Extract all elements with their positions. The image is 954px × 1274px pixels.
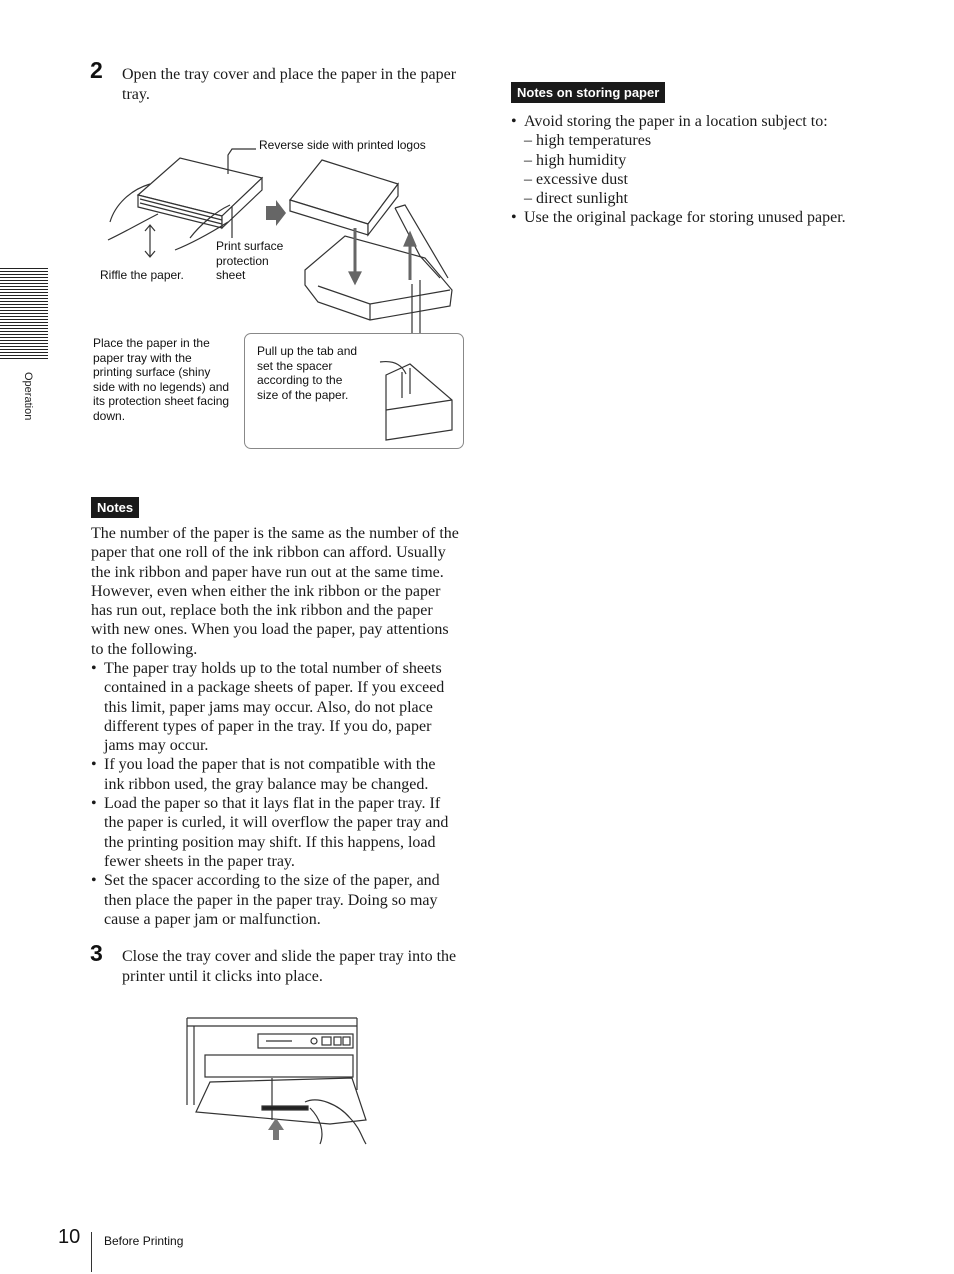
notes-bullet-line: • Load the paper so that it lays flat in the paper tray. If: [104, 795, 441, 813]
notes-bullet-line: • Set the spacer according to the size of the paper, and: [104, 872, 440, 890]
notes-bullet-line: the printing position may shift. If this happens, load: [104, 833, 436, 851]
step-3-line-1: Close the tray cover and slide the paper tray into the: [122, 948, 457, 965]
step-3-line-2: printer until it clicks into place.: [122, 967, 323, 985]
notes-bullet-line: cause a paper jam or malfunction.: [104, 910, 321, 928]
storing-bullet-list: [511, 112, 931, 228]
storing-bullet: [511, 112, 931, 208]
storing-bullet-text: • Use the original package for storing unused paper.: [524, 209, 846, 227]
label-reverse-side: Reverse side with printed logos: [259, 138, 426, 152]
notes-header: Notes: [91, 497, 139, 518]
label-print-surface-line: protection: [216, 253, 269, 268]
label-place-paper-line: printing surface (shiny: [93, 365, 211, 379]
notes-bullet-line: this limit, paper jams may occur. Also, do not place: [104, 698, 433, 716]
notes-bullet-line: • The paper tray holds up to the total number of sheets: [104, 660, 442, 677]
notes-bullet-line: then place the paper in the paper tray. Doing so may: [104, 891, 438, 909]
notes-bullet-line: contained in a package sheets of paper. If you exceed: [104, 679, 445, 697]
notes-bullet-line: ink ribbon used, the gray balance may be changed.: [104, 775, 429, 793]
label-place-paper-line: down.: [93, 408, 126, 423]
notes-intro-line: The number of the paper is the same as the number of the: [91, 525, 459, 542]
label-place-paper-line: side with no legends) and: [93, 379, 230, 394]
storing-sub-item: – high temperatures: [524, 132, 652, 150]
step-2-number: 2: [90, 57, 103, 83]
footer-section-title: Before Printing: [104, 1234, 184, 1248]
step-2-line-1: Open the tray cover and place the paper in the paper: [122, 66, 457, 83]
notes-intro-line: to the following.: [91, 640, 198, 658]
notes-bullet-line: fewer sheets in the paper tray.: [104, 852, 295, 870]
label-riffle: Riffle the paper.: [100, 268, 184, 282]
notes-bullet-line: different types of paper in the tray. If you do, paper: [104, 717, 432, 735]
label-pull-tab-line: size of the paper.: [257, 387, 349, 402]
page-number: 10: [58, 1226, 81, 1248]
notes-bullet-line: • If you load the paper that is not compatible with the: [104, 756, 436, 774]
notes-intro-line: However, even when either the ink ribbon or the paper: [91, 582, 441, 600]
label-place-paper-line: paper tray with the: [93, 350, 192, 365]
footer-divider: [91, 1232, 92, 1272]
label-print-surface-line: sheet: [216, 268, 246, 282]
storing-bullet-text: • Avoid storing the paper in a location subject to:: [524, 113, 828, 130]
label-place-paper-line: its protection sheet facing: [93, 394, 230, 408]
notes-bullet-line: the paper is curled, it will overflow the paper tray and: [104, 814, 449, 832]
label-pull-tab-line: according to the: [257, 373, 343, 387]
label-pull-tab-line: Pull up the tab and: [257, 344, 358, 358]
step-3-number: 3: [90, 940, 103, 966]
side-tab-label: Operation: [22, 372, 34, 421]
notes-intro-line: with new ones. When you load the paper, pay attentions: [91, 621, 449, 639]
label-pull-tab-line: set the spacer: [257, 358, 333, 373]
storing-notes-header: Notes on storing paper: [511, 82, 665, 103]
notes-bullet-line: jams may occur.: [104, 737, 209, 755]
storing-sub-item: – direct sunlight: [524, 190, 628, 208]
storing-sub-item: – high humidity: [524, 151, 627, 169]
label-print-surface-line: Print surface: [216, 239, 284, 253]
notes-intro-line: the ink ribbon and paper have run out at the same time.: [91, 563, 444, 581]
notes-intro-line: has run out, replace both the ink ribbon and the paper: [91, 602, 433, 620]
notes-intro-line: paper that one roll of the ink ribbon can afford. Usually: [91, 544, 446, 562]
step-2-line-2: tray.: [122, 85, 150, 103]
storing-bullet: [511, 208, 931, 227]
storing-sub-item: – excessive dust: [524, 170, 628, 188]
label-place-paper-line: Place the paper in the: [93, 336, 210, 350]
